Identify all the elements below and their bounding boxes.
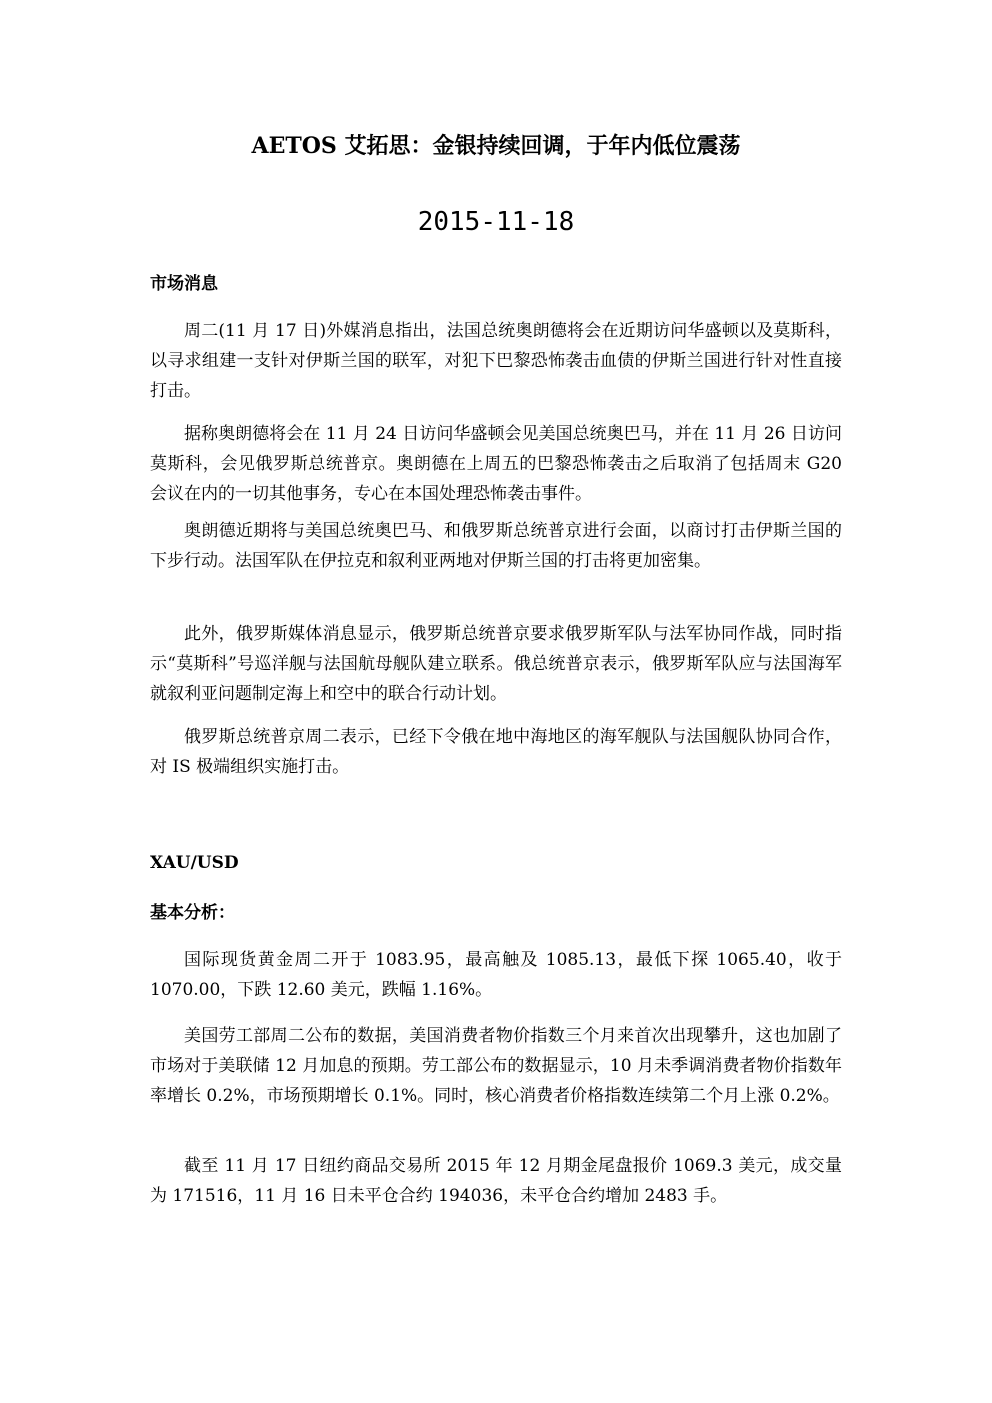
section-heading-market: 市场消息 bbox=[150, 274, 218, 294]
section-heading-analysis: 基本分析： bbox=[150, 903, 235, 923]
market-paragraph-4: 此外，俄罗斯媒体消息显示，俄罗斯总统普京要求俄罗斯军队与法军协同作战，同时指示“莫斯科”号巡洋舰与法国航母舰队建立联系。俄总统普京表示，俄罗斯军队应与法国海军就叙利亚问题制定海上和空中的联合行动计划。 bbox=[150, 624, 842, 704]
analysis-paragraph-2: 美国劳工部周二公布的数据，美国消费者物价指数三个月来首次出现攀升，这也加剧了市场对于美联储 12 月加息的预期。劳工部公布的数据显示，10 月未季调消费者物价指数年率增长 0.2%，市场预期增长 0.1%。同时，核心消费者价格指数连续第二个月上涨 0.2%。 bbox=[150, 1026, 842, 1106]
document-date: 2015-11-18 bbox=[417, 207, 575, 237]
analysis-paragraph-3: 截至 11 月 17 日纽约商品交易所 2015 年 12 月期金尾盘报价 1069.3 美元，成交量为 171516，11 月 16 日未平仓合约 194036，未平仓合约增加 2483 手。 bbox=[150, 1156, 842, 1206]
symbol-label: XAU/USD bbox=[150, 853, 239, 873]
market-paragraph-3: 奥朗德近期将与美国总统奥巴马、和俄罗斯总统普京进行会面，以商讨打击伊斯兰国的下步行动。法国军队在伊拉克和叙利亚两地对伊斯兰国的打击将更加密集。 bbox=[150, 521, 842, 571]
document-title: AETOS 艾拓思：金银持续回调，于年内低位震荡 bbox=[251, 133, 741, 159]
analysis-paragraph-1: 国际现货黄金周二开于 1083.95，最高触及 1085.13，最低下探 1065.40，收于 1070.00，下跌 12.60 美元，跌幅 1.16%。 bbox=[150, 950, 842, 1000]
market-paragraph-1: 周二(11 月 17 日)外媒消息指出，法国总统奥朗德将会在近期访问华盛顿以及莫斯科，以寻求组建一支针对伊斯兰国的联军，对犯下巴黎恐怖袭击血债的伊斯兰国进行针对性直接打击。 bbox=[150, 321, 842, 401]
market-paragraph-5: 俄罗斯总统普京周二表示，已经下令俄在地中海地区的海军舰队与法国舰队协同合作，对 IS 极端组织实施打击。 bbox=[150, 727, 842, 777]
market-paragraph-2: 据称奥朗德将会在 11 月 24 日访问华盛顿会见美国总统奥巴马，并在 11 月 26 日访问莫斯科，会见俄罗斯总统普京。奥朗德在上周五的巴黎恐怖袭击之后取消了包括周末 G20 会议在内的一切其他事务，专心在本国处理恐怖袭击事件。 bbox=[150, 424, 842, 504]
